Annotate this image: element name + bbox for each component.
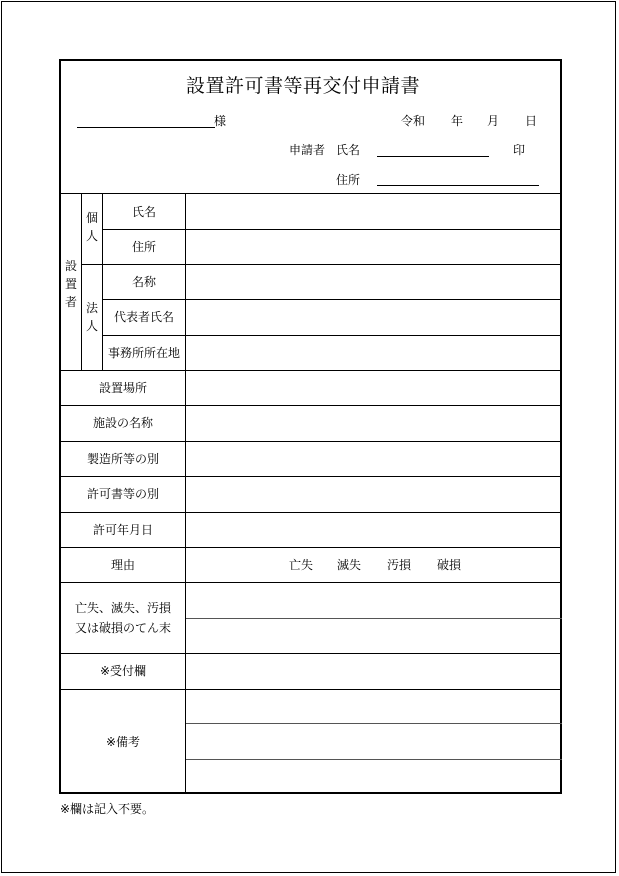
circumstances-line-2: 又は破損のてん末 <box>74 620 171 635</box>
grid-line-thin <box>185 759 562 760</box>
form-title: 設置許可書等再交付申請書 <box>186 75 421 97</box>
installer-label: 設置者 <box>64 259 77 309</box>
seal-mark: 印 <box>513 143 526 157</box>
date-day: 日 <box>525 114 538 128</box>
applicant-address-line <box>377 185 539 186</box>
office-address-label: 事務所所在地 <box>107 345 180 360</box>
grid-line-vertical <box>81 193 82 370</box>
location-label: 設置場所 <box>98 380 147 395</box>
grid-line-thin <box>185 618 562 619</box>
reason-label: 理由 <box>110 557 135 572</box>
corporation-name-label: 名称 <box>131 274 156 289</box>
grid-line-thin <box>185 723 562 724</box>
applicant-name-label: 氏名 <box>336 143 361 157</box>
facility-name-label: 施設の名称 <box>92 416 153 430</box>
individual-label: 個人 <box>85 211 98 243</box>
permit-date-label: 許可年月日 <box>92 522 153 537</box>
reason-option-destroyed: 滅失 <box>337 558 362 572</box>
reception-label: ※受付欄 <box>99 664 147 678</box>
circumstances-label <box>61 582 185 653</box>
corporation-label: 法人 <box>85 301 98 333</box>
date-year: 年 <box>451 114 464 128</box>
addressee-line <box>77 127 215 128</box>
grid-line-vertical <box>185 193 186 794</box>
permit-type-label: 許可書等の別 <box>86 487 159 501</box>
category-label: 製造所等の別 <box>86 451 159 466</box>
addressee-suffix: 様 <box>214 114 227 128</box>
representative-name-label: 代表者氏名 <box>113 310 174 324</box>
date-era: 令和 <box>401 114 426 128</box>
individual-name-label: 氏名 <box>131 204 156 219</box>
circumstances-line-1: 亡失、滅失、汚損 <box>74 600 171 615</box>
footnote: ※欄は記入不要。 <box>60 802 155 816</box>
reason-option-loss: 亡失 <box>289 558 314 572</box>
reason-option-damaged: 破損 <box>437 558 462 572</box>
applicant-name-line <box>377 156 489 157</box>
reason-option-soiled: 汚損 <box>387 558 412 572</box>
applicant-address-label: 住所 <box>336 173 361 187</box>
applicant-label: 申請者 <box>289 143 326 157</box>
remarks-label: ※備考 <box>105 734 141 749</box>
date-month: 月 <box>487 114 500 128</box>
individual-address-label: 住所 <box>131 239 156 254</box>
application-form <box>59 59 562 794</box>
